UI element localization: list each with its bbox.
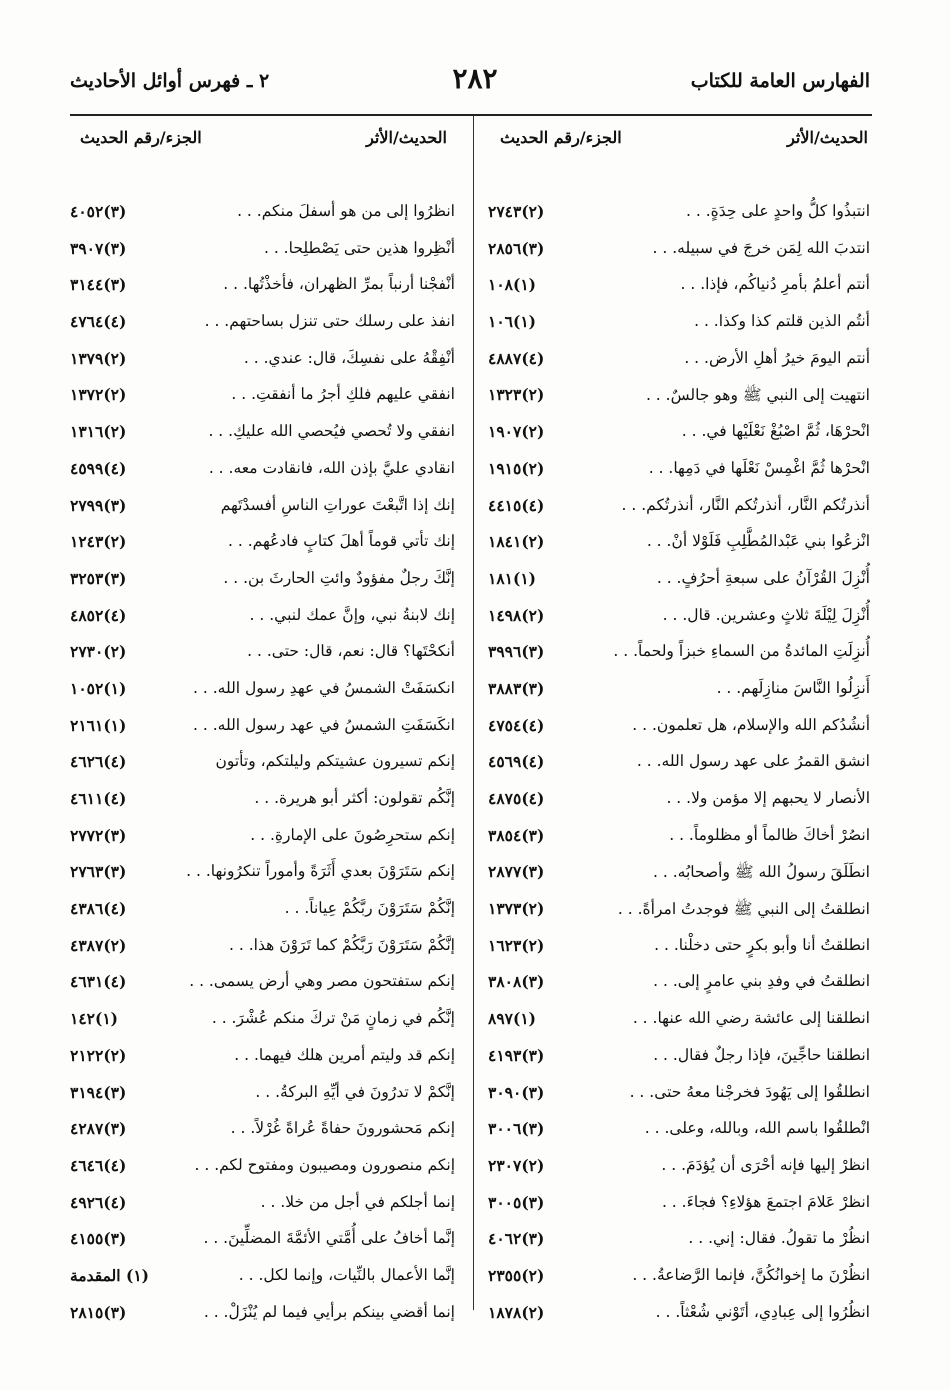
hadith-ref: (٣)٣٨٠٨ (488, 972, 545, 992)
index-entry (70, 783, 455, 820)
index-entry (70, 1260, 455, 1297)
index-entry (488, 930, 870, 967)
index-entry (70, 856, 455, 893)
hadith-ref: (٣)٣١٤٤ (70, 275, 127, 295)
index-entry (488, 746, 870, 783)
hadith-text: انطَلَقَ رسولُ الله ﷺ وأصحابُه. . . (653, 863, 870, 882)
hadith-ref: (١)١٠٥٢ (70, 678, 127, 698)
header-rule (70, 114, 872, 116)
hadith-text: إنَّكُمْ سَتَرَوْنَ رَبَّكُمْ كما تَرَوْنَ هذا. . . (229, 935, 455, 954)
hadith-ref: (٢)٤٣٨٧ (70, 935, 127, 955)
page-header (40, 62, 910, 102)
hadith-ref: (٣)٤١٩٣ (488, 1045, 545, 1065)
index-entry (70, 379, 455, 416)
hadith-text: انظرُوا إلى من هو أسفلَ منكم. . . (237, 202, 455, 220)
running-title-left: ٢ ـ فهرس أوائل الأحاديث (70, 70, 270, 92)
index-entry (488, 820, 870, 857)
index-entry (488, 600, 870, 637)
hadith-ref: (٤)٤٨٧٥ (488, 789, 545, 808)
hadith-ref: (٢)٢٧٤٣ (488, 202, 545, 221)
index-entry (70, 1077, 455, 1114)
hadith-text: إنكم منصورون ومصيبون ومفتوح لكم. . . (194, 1155, 455, 1174)
hadith-text: انطلقنا حاجِّينَ، فإذا رجلٌ فقال. . . (653, 1045, 870, 1064)
hadith-ref: (١)١٨١ (488, 568, 536, 588)
index-entry (488, 1077, 870, 1114)
index-entry (70, 416, 455, 453)
index-entry (488, 893, 870, 930)
hadith-ref: (٤)٤٥٩٩ (70, 458, 127, 478)
hadith-text: إنك تأتي قوماً أهلَ كتابٍ فادعُهم. . . (228, 532, 455, 551)
hadith-text: أنْفجْنا أرنباً بمرِّ الظهران، فأخذْتُها. . . (223, 275, 455, 294)
hadith-ref: (٤)٤٧٥٤ (488, 715, 545, 735)
index-entry (488, 379, 870, 416)
index-entry (70, 196, 455, 233)
hadith-ref: (٣)٣٨٨٣ (488, 678, 545, 698)
hadith-text: أنتم أعلمُ بأمرِ دُنياكُم، فإذا. . . (680, 275, 870, 294)
hadith-ref: (٣)٢٧٧٢ (70, 825, 127, 845)
hadith-text: انكَسَفَتِ الشمسُ في عهد رسول الله. . . (193, 715, 455, 734)
index-entry (70, 600, 455, 637)
index-entry (70, 453, 455, 490)
hadith-text: إنَّما أخافُ على أُمَّتي الأئمَّةَ المضلِّينَ. . . (203, 1229, 455, 1248)
index-entry (70, 746, 455, 783)
hadith-text: إنكم سَتَرَوْنَ بعدي أَثَرَةً وأموراً تنكرُونها. . . (186, 862, 455, 881)
index-entry (70, 930, 455, 967)
index-entry (70, 563, 455, 600)
hadith-ref: (٢)١٣١٦ (70, 422, 127, 442)
hadith-text: أنشُدُكم الله والإسلام، هل تعلمون. . . (632, 715, 870, 734)
hadith-ref: (٤)٤٦٤٦ (70, 1155, 127, 1175)
index-entry (488, 1113, 870, 1150)
hadith-text: إنكم مَحشورونَ حفاةً عُراةً غُرْلاً. . . (230, 1119, 455, 1138)
hadith-text: انظُرْنَ ما إخوانُكُنَّ، فإنما الرَّضاعةُ. . . (632, 1265, 870, 1284)
hadith-ref: (٢)٢٣٥٥ (488, 1265, 545, 1285)
hadith-text: انظُرُوا إلى عِبادِي، أتَوْني شُعْثاً. . . (655, 1302, 870, 1321)
hadith-text: أُنْزِلَ القُرْآنُ على سبعةِ أحرُفٍ. . . (656, 568, 870, 587)
index-entry (70, 526, 455, 563)
hadith-text: انظُرْ ما تقولُ. فقال: إني. . . (688, 1229, 870, 1248)
column-header-right (490, 128, 868, 158)
hadith-text: انطلقتُ أنا وأبو بكرٍ حتى دخلْنا. . . (654, 935, 870, 954)
index-entry (70, 673, 455, 710)
hadith-ref: (٣)٣٨٥٤ (488, 825, 545, 845)
hadith-text: انْحرْهَا، ثُمَّ اصْبُغْ نَعْلَيْها في. . . (681, 422, 870, 441)
hadith-text: إنكم ستحرِصُونَ على الإمارةِ. . . (250, 825, 455, 844)
hadith-ref: (٢)١٩١٥ (488, 458, 545, 478)
hadith-text: أنْظِروا هذين حتى يَصْطلِحا. . . (263, 238, 455, 257)
column-divider (473, 116, 474, 1310)
hadith-text: أنتم اليومَ خيرُ أهلِ الأرض. . . (684, 348, 870, 367)
index-entry (488, 710, 870, 747)
index-entry (70, 636, 455, 673)
left-column (70, 196, 455, 1333)
hadith-text: إنك لابنةُ نبي، وإنَّ عمك لنبي. . . (249, 605, 455, 624)
hadith-ref: (٤)٤٦١١ (70, 789, 127, 808)
index-entry (488, 306, 870, 343)
hadith-ref: (١)١٠٦ (488, 312, 536, 332)
index-entry (488, 1040, 870, 1077)
hadith-text: إنَّكَ رجلٌ مفؤودٌ وائتِ الحارثَ بن. . . (223, 568, 455, 587)
hadith-text: الأنصار لا يحبهم إلا مؤمن ولا. . . (666, 789, 870, 807)
hadith-ref: (٤)٤٦٢٦ (70, 752, 127, 772)
hadith-text: انصُرْ أخاكَ ظالماً أو مظلوماً. . . (669, 825, 870, 844)
hadith-ref: (٢)١٣٧٩ (70, 348, 127, 368)
hadith-ref: (٣)٣٩٠٧ (70, 238, 127, 258)
index-entry (70, 1040, 455, 1077)
hadith-text: أنْفِقْهُ على نفسِكَ، قال: عندي. . . (243, 348, 455, 367)
hadith-ref: (٣)٣٠٩٠ (488, 1082, 545, 1102)
index-entry (488, 233, 870, 270)
hadith-ref: (٢)١٢٤٣ (70, 532, 127, 552)
hadith-text: انْزعُوا بني عَبْدالمُطَّلِبِ فَلَوْلا أنْ. . . (646, 532, 870, 551)
index-entry (488, 783, 870, 820)
hadith-ref: (٣)٢٧٩٩ (70, 495, 127, 515)
index-entry (488, 416, 870, 453)
hadith-text: انكسَفَتْ الشمسُ في عهدِ رسول الله. . . (193, 678, 455, 697)
hadith-text: انفقي عليهم فلكِ أجرُ ما أنفقتِ. . . (231, 385, 455, 404)
hadith-text: انتبذُوا كلُّ واحدٍ على حِدَةٍ. . . (685, 202, 870, 220)
hadith-text: انتدبَ الله لِمَن خرجَ في سبيله. . . (652, 238, 870, 257)
hadith-ref: (٣)٣٩٩٦ (488, 642, 545, 662)
hadith-ref: (٣)٣٢٥٣ (70, 568, 127, 588)
index-entry (70, 343, 455, 380)
hadith-text: انفقي ولا تُحصي فيُحصي الله عليكِ. . . (208, 422, 455, 441)
index-entry (488, 673, 870, 710)
hadith-text: انظرْ عَلامَ اجتمعَ هؤلاءِ؟ فجاءَ. . . (661, 1192, 870, 1211)
index-entry (70, 490, 455, 527)
hadith-ref: (٢)١٨٧٨ (488, 1302, 545, 1322)
hadith-ref: (٢)١٦٢٣ (488, 935, 545, 955)
index-entry (488, 490, 870, 527)
hadith-ref: (٤)٤٦٣١ (70, 972, 127, 992)
hadith-ref: (١)٢١٦١ (70, 715, 127, 735)
column-header-hadith: الحديث/الأثر (787, 128, 868, 147)
hadith-ref: (٣)٣٠٠٦ (488, 1119, 545, 1139)
hadith-ref: (٤)٤٤١٥ (488, 495, 545, 515)
hadith-text: إنَّكُمْ سَتَرَوْنَ ربَّكُمْ عِياناً. . . (284, 899, 455, 918)
hadith-ref: (٢)١٣٧٢ (70, 385, 127, 405)
hadith-text: إنكم ستفتحون مصر وهي أرض يسمى. . . (189, 972, 455, 991)
hadith-ref: (٤)٤٩٢٦ (70, 1192, 127, 1212)
index-entry (70, 1223, 455, 1260)
hadith-text: انْحرْها ثُمَّ اغْمِسْ نَعْلَها في دَمِها. . . (648, 458, 870, 477)
hadith-ref: (٣)٤٠٦٢ (488, 1229, 545, 1249)
hadith-ref: (٣)٣١٩٤ (70, 1082, 127, 1102)
hadith-ref: (٢)٢١٢٢ (70, 1045, 127, 1065)
index-entry (488, 1297, 870, 1334)
hadith-ref: (٣)٤٠٥٢ (70, 202, 127, 221)
index-entry (488, 1003, 870, 1040)
hadith-ref: (٢)١٤٩٨ (488, 605, 545, 625)
hadith-text: أنتُم الذين قلتم كذا وكذا. . . (694, 312, 870, 331)
hadith-ref: (١) المقدمة (70, 1265, 149, 1285)
hadith-ref: (٤)٤٥٦٩ (488, 752, 545, 772)
index-entry (70, 233, 455, 270)
hadith-ref: (٢)٢٣٠٧ (488, 1155, 545, 1175)
hadith-text: أنذرتُكم النَّار، أنذرتُكم النَّار، أنذرتُكم. . . (621, 495, 870, 514)
index-entry (488, 636, 870, 673)
index-entry (70, 1150, 455, 1187)
index-entry (70, 893, 455, 930)
index-entry (70, 306, 455, 343)
hadith-ref: (٢)٢٧٣٠ (70, 642, 127, 662)
index-entry (488, 1187, 870, 1224)
index-entry (488, 526, 870, 563)
index-entry (488, 563, 870, 600)
hadith-ref: (٣)٢٨٧٧ (488, 862, 545, 882)
index-entry (70, 1187, 455, 1224)
index-entry (70, 1113, 455, 1150)
hadith-text: انشق القمرُ على عهد رسول الله. . . (636, 752, 870, 771)
index-entry (488, 196, 870, 233)
running-title-right: الفهارس العامة للكتاب (690, 70, 870, 92)
hadith-ref: (٣)٢٨٥٦ (488, 238, 545, 258)
hadith-text: إنَّما الأعمال بالنِّيات، وإنما لكل. . . (238, 1265, 455, 1284)
column-header-left (70, 128, 447, 158)
index-entry (70, 966, 455, 1003)
index-entry (488, 453, 870, 490)
hadith-text: أُنزِلَتِ المائدةُ من السماءِ خبزاً ولحماً. . . (613, 642, 870, 661)
index-entry (488, 856, 870, 893)
hadith-ref: (٤)٤٣٨٦ (70, 899, 127, 919)
hadith-ref: (٢)١٩٠٧ (488, 422, 545, 442)
hadith-text: إنما أقضي بينكم برأيي فيما لم يُنْزَلْ. . . (203, 1302, 455, 1321)
hadith-text: إنَّكمْ لا تدرُونَ في أيِّهِ البركةُ. . . (255, 1082, 455, 1101)
hadith-text: إنكم قد وليتم أمرين هلك فيهما. . . (234, 1045, 455, 1064)
index-entry (70, 269, 455, 306)
hadith-text: إنك إذا اتَّبعْتَ عوراتِ الناسِ أفسدْتَهم (220, 495, 455, 514)
index-entry (488, 1260, 870, 1297)
index-entry (70, 710, 455, 747)
hadith-text: انْطلقُوا باسم الله، وبالله، وعلى. . . (644, 1119, 870, 1138)
hadith-ref: (١)٨٩٧ (488, 1009, 536, 1029)
column-header-ref: الجزء/رقم الحديث (500, 128, 622, 147)
index-entry (70, 1003, 455, 1040)
hadith-text: انطلقنا إلى عائشة رضي الله عنها. . . (632, 1009, 870, 1028)
column-header-hadith: الحديث/الأثر (366, 128, 447, 147)
page-number: ٢٨٢ (452, 62, 498, 95)
column-header-ref: الجزء/رقم الحديث (80, 128, 202, 147)
index-entry (488, 1223, 870, 1260)
hadith-text: أُنْزِلَ لِيْلَةَ ثلاثٍ وعشرين. قال. . . (662, 605, 870, 624)
index-entry (488, 269, 870, 306)
hadith-ref: (٣)٣٠٠٥ (488, 1192, 545, 1212)
hadith-text: إنما أجلكم في أجل من خلا. . . (260, 1192, 455, 1211)
hadith-ref: (٤)٤٨٨٧ (488, 348, 545, 368)
hadith-ref: (٢)١٣٧٣ (488, 899, 545, 919)
hadith-ref: (٤)٤٧٦٤ (70, 312, 127, 332)
hadith-text: انقادي عليَّ بإذن الله، فانقادت معه. . . (208, 458, 455, 477)
hadith-ref: (١)١٤٢ (70, 1009, 118, 1029)
index-entry (488, 966, 870, 1003)
hadith-ref: (١)١٠٨ (488, 275, 536, 295)
index-entry (70, 1297, 455, 1334)
index-entry (488, 1150, 870, 1187)
index-entry (488, 343, 870, 380)
hadith-ref: (٣)٢٧٦٣ (70, 862, 127, 882)
hadith-text: أَنزِلُوا النَّاسَ منازِلَهم. . . (716, 678, 870, 697)
hadith-text: أنكحْتَها؟ قال: نعم، قال: حتى. . . (247, 642, 455, 661)
hadith-ref: (٣)٤١٥٥ (70, 1229, 127, 1249)
hadith-text: انطلقُوا إلى يَهُودَ فخرجْنا معهُ حتى. . . (629, 1082, 870, 1101)
hadith-ref: (٣)٤٢٨٧ (70, 1119, 127, 1139)
hadith-text: إنكم تسيرون عشيتكم وليلتكم، وتأتون (215, 752, 455, 771)
index-entry (70, 820, 455, 857)
hadith-ref: (٤)٤٨٥٢ (70, 605, 127, 625)
hadith-text: انطلقتُ في وفدِ بني عامرٍ إلى. . . (653, 972, 870, 991)
hadith-ref: (٢)١٨٤١ (488, 532, 545, 552)
hadith-text: إنَّكُم في زمانٍ مَنْ تركَ منكم عُشْرَ. . . (211, 1009, 455, 1028)
hadith-text: انتهيت إلى النبي ﷺ وهو جالسٌ. . . (645, 386, 870, 405)
hadith-text: انفذ على رسلك حتى تنزل بساحتهم. . . (204, 312, 455, 331)
hadith-text: انطلقتُ إلى النبي ﷺ فوجدتُ امرأةً. . . (617, 900, 870, 919)
hadith-text: انظرْ إليها فإنه أحْرَى أن يُؤدَمَ. . . (661, 1155, 870, 1174)
hadith-ref: (٣)٢٨١٥ (70, 1302, 127, 1322)
hadith-ref: (٢)١٣٢٣ (488, 385, 545, 405)
hadith-text: إنَّكُم تقولون: أكثر أبو هريرة. . . (254, 789, 455, 807)
right-column (488, 196, 870, 1333)
